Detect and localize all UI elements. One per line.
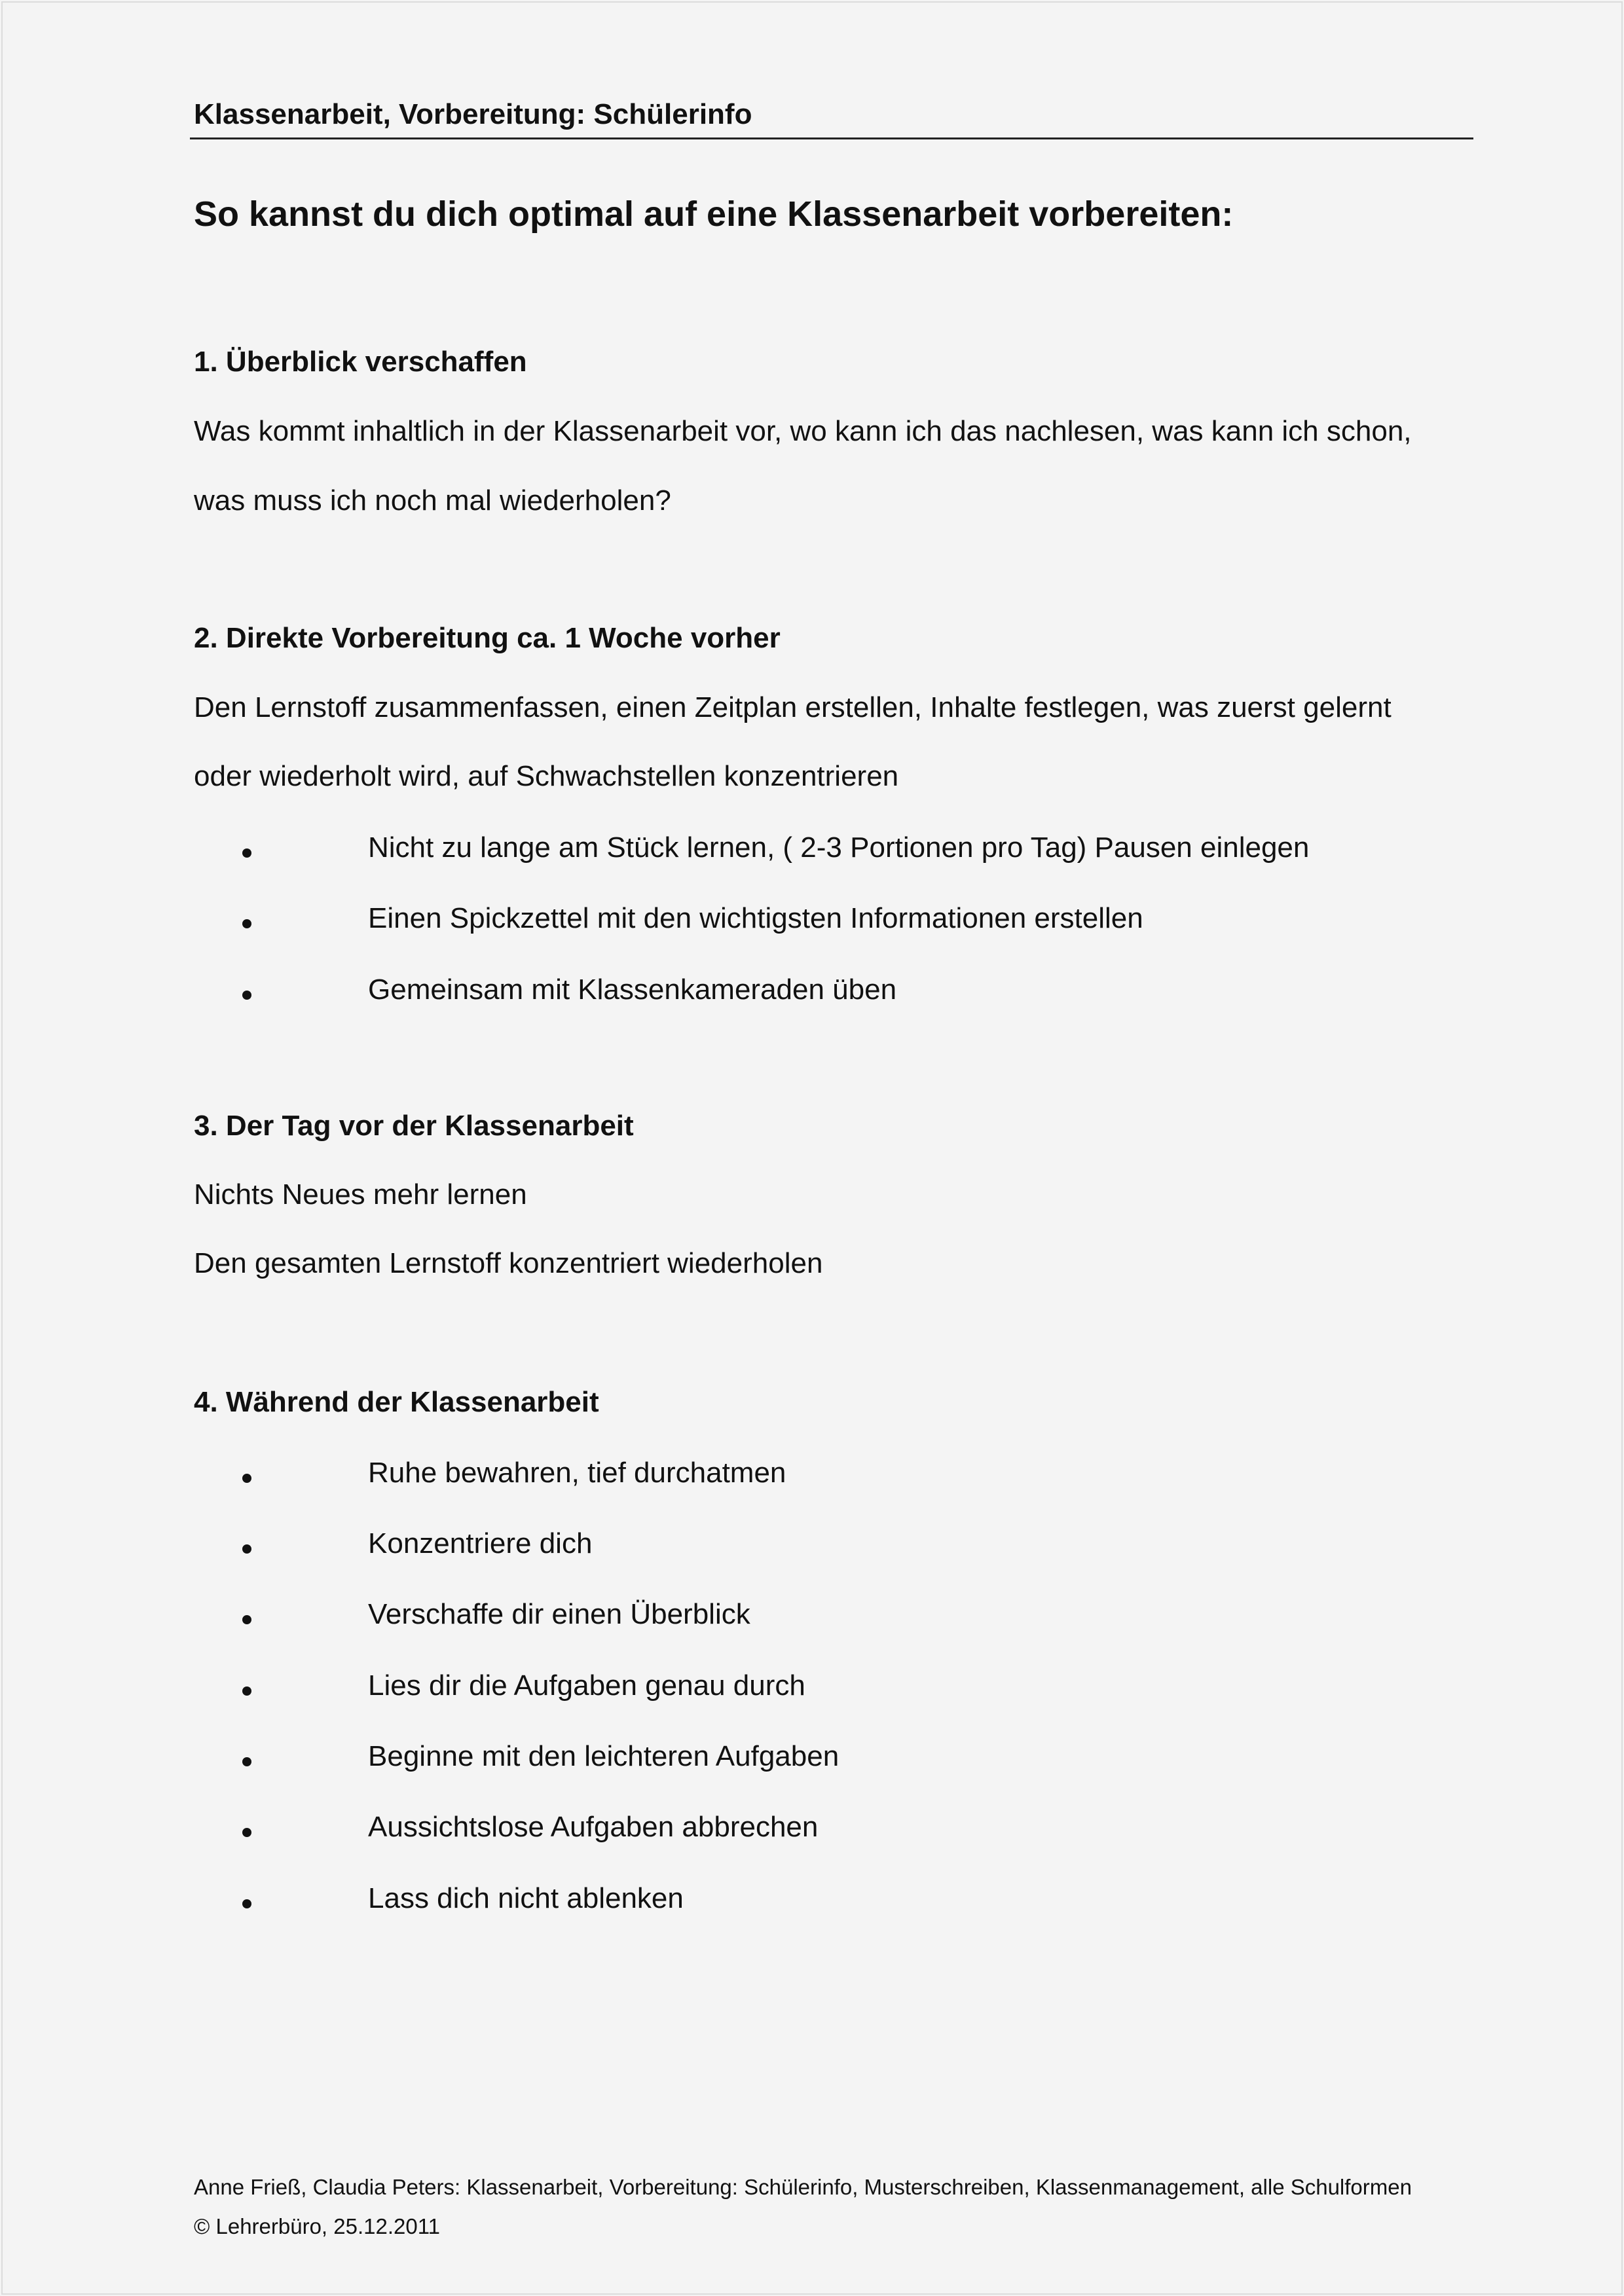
bullet-icon bbox=[242, 991, 251, 1000]
section-1-line-1: Was kommt inhaltlich in der Klassenarbeit vor, wo kann ich das nachlesen, was kann ich schon, bbox=[194, 415, 1412, 447]
bullet-icon bbox=[242, 1686, 251, 1696]
footer-attribution: Anne Frieß, Claudia Peters: Klassenarbeit, Vorbereitung: Schülerinfo, Musterschreiben, Klassenmanagement, alle Schulformen bbox=[194, 2175, 1412, 2199]
section-2-line-2: oder wiederholt wird, auf Schwachstellen konzentrieren bbox=[194, 760, 899, 792]
bullet-icon bbox=[242, 1757, 251, 1766]
bullet-icon bbox=[242, 919, 251, 928]
list-item-text: Konzentriere dich bbox=[368, 1527, 593, 1559]
bullet-icon bbox=[242, 1544, 251, 1554]
section-1-heading: 1. Überblick verschaffen bbox=[194, 346, 527, 378]
list-item-text: Gemeinsam mit Klassenkameraden üben bbox=[368, 974, 897, 1006]
list-item-text: Lies dir die Aufgaben genau durch bbox=[368, 1669, 805, 1702]
footer-copyright: © Lehrerbüro, 25.12.2011 bbox=[194, 2214, 440, 2238]
section-3-line-1: Nichts Neues mehr lernen bbox=[194, 1178, 527, 1211]
bullet-icon bbox=[242, 1828, 251, 1837]
list-item-text: Ruhe bewahren, tief durchatmen bbox=[368, 1457, 786, 1489]
bullet-icon bbox=[242, 1899, 251, 1908]
section-2-heading: 2. Direkte Vorbereitung ca. 1 Woche vorher bbox=[194, 622, 781, 654]
bullet-icon bbox=[242, 848, 251, 858]
list-item-text: Nicht zu lange am Stück lernen, ( 2-3 Portionen pro Tag) Pausen einlegen bbox=[368, 831, 1310, 864]
section-2-line-1: Den Lernstoff zusammenfassen, einen Zeitplan erstellen, Inhalte festlegen, was zuerst gelernt bbox=[194, 691, 1392, 723]
header-rule bbox=[190, 137, 1473, 139]
list-item-text: Lass dich nicht ablenken bbox=[368, 1882, 684, 1914]
section-4-heading: 4. Während der Klassenarbeit bbox=[194, 1386, 599, 1418]
page-title: So kannst du dich optimal auf eine Klassenarbeit vorbereiten: bbox=[194, 194, 1234, 234]
section-3-heading: 3. Der Tag vor der Klassenarbeit bbox=[194, 1110, 634, 1142]
list-item-text: Beginne mit den leichteren Aufgaben bbox=[368, 1740, 840, 1772]
list-item-text: Einen Spickzettel mit den wichtigsten Informationen erstellen bbox=[368, 902, 1143, 934]
bullet-icon bbox=[242, 1615, 251, 1624]
bullet-icon bbox=[242, 1474, 251, 1483]
section-1-line-2: was muss ich noch mal wiederholen? bbox=[194, 484, 671, 517]
document-header-title: Klassenarbeit, Vorbereitung: Schülerinfo bbox=[194, 98, 752, 130]
section-3-line-2: Den gesamten Lernstoff konzentriert wiederholen bbox=[194, 1247, 823, 1279]
list-item-text: Aussichtslose Aufgaben abbrechen bbox=[368, 1811, 819, 1843]
list-item-text: Verschaffe dir einen Überblick bbox=[368, 1598, 750, 1630]
